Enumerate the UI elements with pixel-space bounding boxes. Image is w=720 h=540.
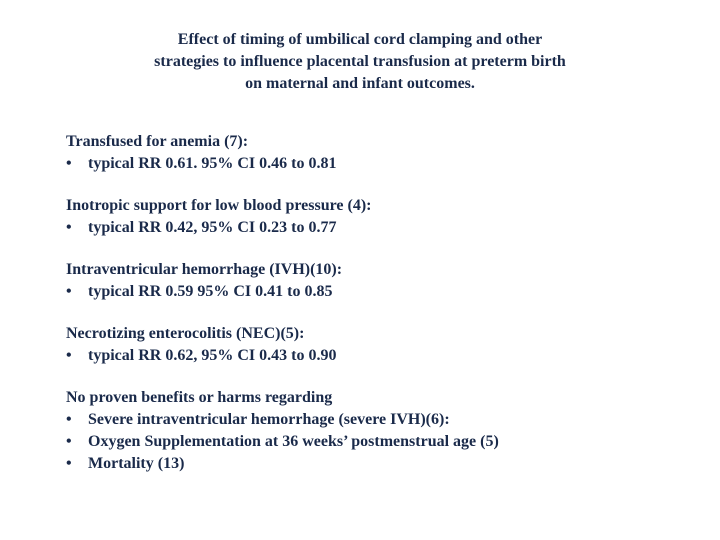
bullet-item [66,281,706,303]
bullet-text: Mortality (13) [88,455,185,472]
bullet-item [66,217,706,239]
bullet-text: typical RR 0.42, 95% CI 0.23 to 0.77 [88,219,337,236]
section-heading: Inotropic support for low blood pressure (4): [66,197,372,214]
bullet-text: typical RR 0.62, 95% CI 0.43 to 0.90 [88,347,337,364]
bullet-item [66,453,706,475]
section-nec [66,323,706,367]
title-line-3: on maternal and infant outcomes. [245,75,475,92]
bullet-icon: • [66,411,72,428]
bullet-text: typical RR 0.59 95% CI 0.41 to 0.85 [88,283,333,300]
bullet-item [66,345,706,367]
section-heading: Necrotizing enterocolitis (NEC)(5): [66,325,305,342]
bullet-icon: • [66,155,72,172]
section-inotropic-support [66,195,706,239]
slide-title [0,29,720,95]
section-no-proven-benefits [66,387,706,475]
section-heading: No proven benefits or harms regarding [66,389,333,406]
section-heading: Intraventricular hemorrhage (IVH)(10): [66,261,343,278]
section-heading: Transfused for anemia (7): [66,133,249,150]
title-line-1: Effect of timing of umbilical cord clamping and other [177,31,543,48]
bullet-icon: • [66,455,72,472]
bullet-text: Oxygen Supplementation at 36 weeks’ postmenstrual age (5) [88,433,499,450]
bullet-icon: • [66,347,72,364]
bullet-icon: • [66,283,72,300]
section-ivh [66,259,706,303]
bullet-text: typical RR 0.61. 95% CI 0.46 to 0.81 [88,155,337,172]
bullet-item [66,409,706,431]
bullet-text: Severe intraventricular hemorrhage (severe IVH)(6): [88,411,450,428]
title-line-2: strategies to influence placental transfusion at preterm birth [154,53,566,70]
bullet-item [66,431,706,453]
bullet-icon: • [66,219,72,236]
bullet-icon: • [66,433,72,450]
bullet-item [66,153,706,175]
section-anemia [66,131,706,175]
slide-content [66,131,706,495]
